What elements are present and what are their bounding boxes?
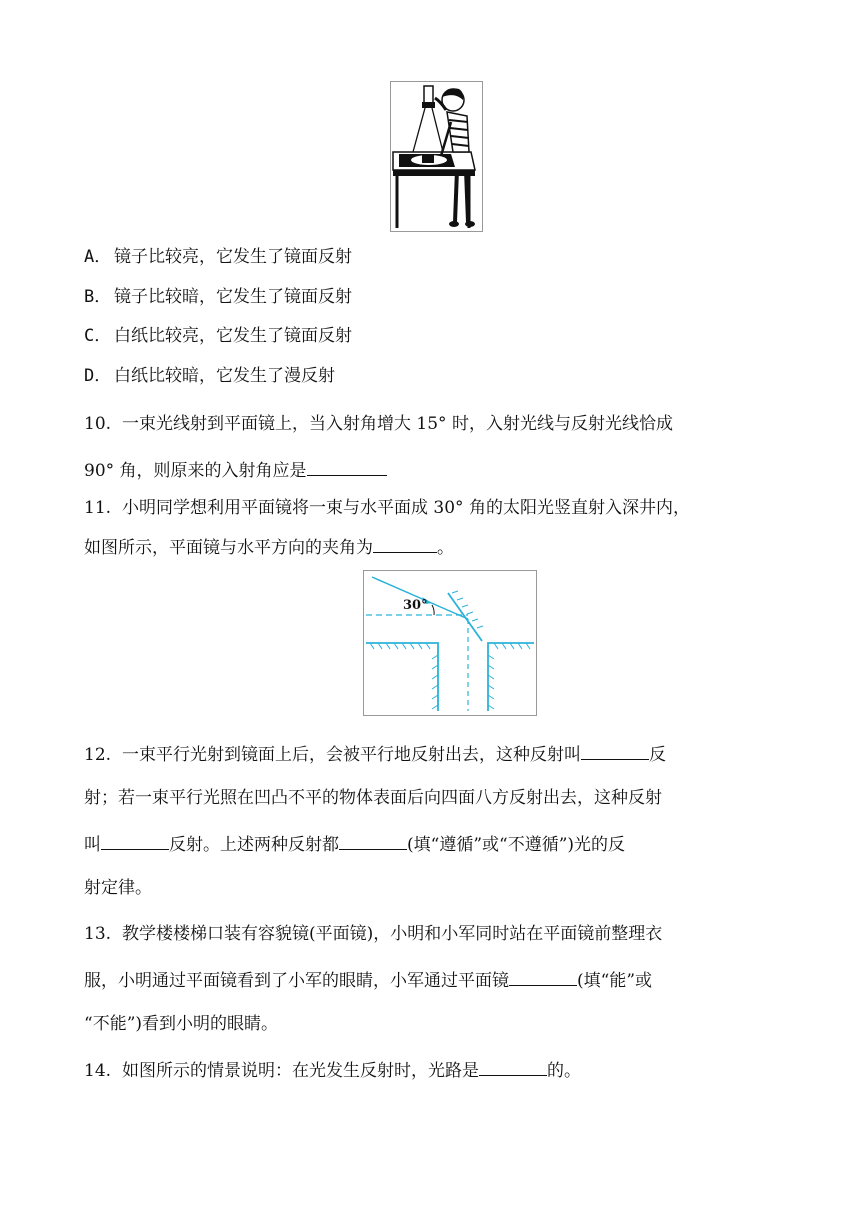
- question-number: 10.: [84, 414, 112, 434]
- option-d: [84, 368, 335, 385]
- question-text: 服，小明通过平面镜看到了小军的眼睛，小军通过平面镜: [84, 971, 509, 991]
- question-text: 。: [437, 538, 454, 558]
- question-text: 如图所示的情景说明：在光发生反射时，光路是: [122, 1061, 479, 1081]
- question-text: 小明同学想利用平面镜将一束与水平面成 30° 角的太阳光竖直射入深井内，: [122, 498, 690, 518]
- question-10-line-1: [84, 416, 673, 433]
- question-text: 如图所示，平面镜与水平方向的夹角为: [84, 538, 373, 558]
- option-text: 白纸比较暗，它发生了漫反射: [114, 366, 335, 386]
- answer-blank[interactable]: [101, 835, 169, 850]
- option-letter: D．: [84, 366, 112, 386]
- option-letter: B．: [84, 287, 112, 307]
- question-text: (填“能”或: [577, 971, 653, 991]
- question-text: 一束平行光射到镜面上后，会被平行地反射出去，这种反射叫: [122, 745, 581, 765]
- question-number: 14.: [84, 1061, 112, 1081]
- question-14-line-1: [84, 1061, 581, 1080]
- question-text: 90° 角，则原来的入射角应是: [84, 461, 307, 481]
- option-letter: C．: [84, 326, 112, 346]
- option-text: 白纸比较亮，它发生了镜面反射: [114, 326, 352, 346]
- question-12-line-4: [84, 880, 152, 897]
- flashlight-mirror-figure: [390, 81, 483, 232]
- answer-blank[interactable]: [307, 461, 387, 476]
- question-number: 13.: [84, 924, 112, 944]
- question-11-line-1: [84, 500, 690, 517]
- question-11-line-2: [84, 538, 454, 557]
- question-text: 反射。上述两种反射都: [169, 835, 339, 855]
- question-12-line-2: [84, 790, 662, 807]
- option-a: [84, 249, 352, 266]
- question-13-line-1: [84, 926, 662, 943]
- question-text: “不能”)看到小明的眼睛。: [84, 1014, 279, 1034]
- well-mirror-diagram: [364, 571, 536, 715]
- option-text: 镜子比较亮，它发生了镜面反射: [114, 247, 352, 267]
- option-b: [84, 289, 352, 306]
- question-12-line-3: [84, 835, 625, 854]
- question-number: 12.: [84, 745, 112, 765]
- answer-blank[interactable]: [479, 1061, 547, 1076]
- question-text: 叫: [84, 835, 101, 855]
- answer-blank[interactable]: [581, 745, 649, 760]
- answer-blank[interactable]: [509, 971, 577, 986]
- question-number: 11.: [84, 498, 112, 518]
- question-text: 教学楼楼梯口装有容貌镜(平面镜)，小明和小军同时站在平面镜前整理衣: [122, 924, 663, 944]
- question-text: 的。: [547, 1061, 581, 1081]
- question-text: 反: [649, 745, 666, 765]
- answer-blank[interactable]: [373, 538, 437, 553]
- question-13-line-2: [84, 971, 652, 990]
- well-mirror-figure: [363, 570, 537, 716]
- question-text: (填“遵循”或“不遵循”)光的反: [407, 835, 626, 855]
- answer-blank[interactable]: [339, 835, 407, 850]
- option-text: 镜子比较暗，它发生了镜面反射: [114, 287, 352, 307]
- question-text: 射定律。: [84, 878, 152, 898]
- question-13-line-3: [84, 1016, 278, 1033]
- question-12-line-1: [84, 745, 666, 764]
- question-10-line-2: [84, 461, 387, 480]
- question-text: 一束光线射到平面镜上，当入射角增大 15° 时，入射光线与反射光线恰成: [122, 414, 673, 434]
- option-c: [84, 328, 352, 345]
- angle-label: 30°: [403, 598, 428, 613]
- question-text: 射；若一束平行光照在凹凸不平的物体表面后向四面八方反射出去，这种反射: [84, 788, 662, 808]
- option-letter: A．: [84, 247, 112, 267]
- boy-flashlight-illustration: [391, 82, 482, 231]
